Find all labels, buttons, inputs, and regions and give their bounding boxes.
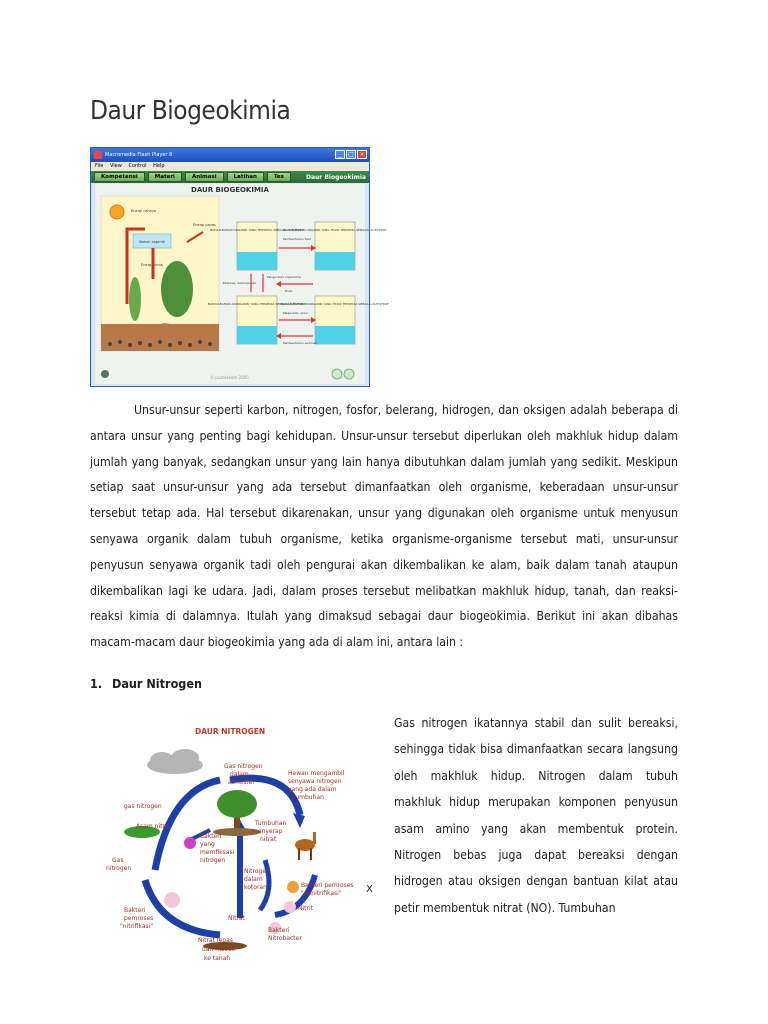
box-organic-unavailable-fill xyxy=(315,252,355,270)
label-kotoran-2: dalam xyxy=(244,876,263,883)
nitrogen-paragraph: Gas nitrogen ikatannya stabil dan sulit bereaksi, sehingga tidak bisa dimanfaatkan secara langsung oleh makhluk hidup. Nitrogen dalam tubuh makhluk hidup merupakan komponen penyusun asam amino yang akan membentuk protein. Nitrogen bebas juga dapat bereaksi dengan hidrogen atau oksigen dengan bantuan kilat atau petir membentuk nitrat (NO). Tumbuhan xyxy=(394,716,678,915)
label-fiksasi-3: memfiksasi xyxy=(200,849,235,856)
window-titlebar xyxy=(91,148,369,162)
label-nitrit: Nitrit xyxy=(298,905,313,912)
sedimen-label: Pembentukan sedimen xyxy=(283,341,318,345)
label-gas2-1: Gas xyxy=(112,857,124,864)
energy-chem-label: Energi kimia xyxy=(141,263,163,267)
bacteria-nitrification-icon xyxy=(164,892,180,908)
label-tumbuhan-2: menyerap xyxy=(252,828,283,835)
label-hewan-1: Hewan mengambil xyxy=(288,770,345,777)
nitrite-icon xyxy=(284,901,296,913)
label-tumbuhan-1: Tumbuhan xyxy=(255,820,287,827)
x-mark: X xyxy=(366,884,373,895)
penguraian-label: Penguraian organisme xyxy=(267,275,301,279)
sun-icon xyxy=(110,205,124,219)
label-nitrat-lepas-2: dan masuk xyxy=(202,946,236,953)
label-gas-atmosfer-1: Gas nitrogen xyxy=(224,763,263,770)
box3-label: BAHAN-BAHAN ANORGANIK YANG TERSEDIA SEBAGAI AUTOTROF xyxy=(208,302,306,306)
label-gas2-2: nitrogen xyxy=(106,865,132,872)
soil-layer xyxy=(101,324,219,351)
energy-heat-label: Energi panas xyxy=(193,223,216,227)
label-nitrifikasi-1: Bakteri xyxy=(124,907,146,914)
tab-kompetensi[interactable]: Kompetensi xyxy=(94,172,145,182)
app-title: Daur Biogeokimia xyxy=(306,173,366,181)
diagram-title: DAUR NITROGEN xyxy=(195,727,266,736)
close-icon[interactable]: × xyxy=(357,150,367,159)
box-inorganic-unavailable-fill xyxy=(315,326,355,344)
label-fiksasi-1: Bakteri xyxy=(200,833,222,840)
biogeochem-diagram xyxy=(95,184,389,384)
label-denitri-1: Bakteri pemroses xyxy=(301,882,354,889)
section-heading xyxy=(90,676,202,691)
back-icon xyxy=(332,369,342,379)
plant-icon xyxy=(129,277,141,321)
label-hewan-3: yang ada dalam xyxy=(288,786,337,793)
label-kotoran-1: Nitrogen xyxy=(244,868,270,875)
flash-nav-bar xyxy=(91,171,369,183)
label-nitrobacter-1: Bakteri xyxy=(268,927,290,934)
flash-app-icon xyxy=(94,151,102,159)
intro-paragraph: Unsur-unsur seperti karbon, nitrogen, fosfor, belerang, hidrogen, dan oksigen adalah beberapa di antara unsur yang penting bagi kehidupan. Unsur-unsur tersebut diperlukan oleh makhluk hidup dalam jumlah yang banyak, sedangkan unsur yang lain hanya dibutuhkan dalam jumlah yang sedikit. Meskipun setiap saat unsur-unsur yang ada tersebut dimanfaatkan oleh organisme, keberadaan unsur-unsur tersebut tetap ada. Hal tersebut dikarenakan, unsur yang digunakan oleh organisme untuk menyusun senyawa organik dalam tubuh organisme, ketika organisme-organisme tersebut mati, unsur-unsur penyusun senyawa organik tadi oleh pengurai akan dikembalikan ke alam, baik dalam tanah ataupun dikembalikan lagi ke udara. Jadi, dalam proses tersebut melibatkan makhluk hidup, tanah, dan reaksi-reaksi kimia di dalamnya. Itulah yang dimaksud sebagai daur biogeokimia. Berikut ini akan dibahas macam-macam daur biogeokimia yang ada di alam ini, antara lain : xyxy=(90,403,678,650)
label-nitrobacter-2: Nitrobacter xyxy=(268,935,302,942)
arrow-head xyxy=(276,281,281,287)
label-hewan-2: senyawa nitrogen xyxy=(288,778,342,785)
tab-latihan[interactable]: Latihan xyxy=(227,172,264,182)
home-icon xyxy=(101,370,109,378)
label-nitrifikasi-3: "nitrifikasi" xyxy=(120,923,154,930)
label-hewan-4: tumbuhan xyxy=(293,794,324,801)
label-fiksasi-4: nitrogen xyxy=(200,857,226,864)
box-organic-available-fill xyxy=(237,252,277,270)
tree-icon xyxy=(217,790,257,818)
label-nitrifikasi-2: pemroses xyxy=(124,915,154,922)
flash-footer: © pustekkom 2005 xyxy=(210,375,249,380)
deer-icon xyxy=(295,832,316,860)
box4-label: BAHAN-BAHAN ANORGANIK YANG TIDAK TERSEDIA SEBAGAI AUTOTROF xyxy=(281,302,389,306)
tab-materi[interactable]: Materi xyxy=(148,172,182,182)
label-gas-atmosfer-3: atmosfer xyxy=(228,779,255,786)
bacteria-fixation-icon xyxy=(184,837,196,849)
label-tumbuhan-3: nitrat xyxy=(260,836,277,843)
label-gas-nitrogen: gas nitrogen xyxy=(124,803,162,810)
section-number: 1. xyxy=(90,676,103,691)
nitrogen-cycle-diagram xyxy=(100,720,390,970)
menu-view[interactable]: View xyxy=(109,163,122,169)
box1-label: BAHAN-BAHAN ORGANIK YANG TERSEDIA SEBAGAI AUTOTROF xyxy=(210,228,304,232)
label-fiksasi-2: yang xyxy=(200,841,215,848)
energy-light-label: Energi cahaya xyxy=(131,209,156,213)
flash-content xyxy=(95,184,389,384)
page-title: Daur Biogeokimia xyxy=(90,96,291,126)
arrow-head xyxy=(293,813,305,828)
label-asam-nitrit: Asam nitrit xyxy=(136,823,169,830)
menu-file[interactable]: File xyxy=(95,163,104,169)
label-nitrat: Nitrat xyxy=(228,915,246,922)
pelapukan-label: Pelapukan, erosi xyxy=(283,311,308,315)
ekskresi-label: Ekskresi, dekomposisi xyxy=(223,281,256,285)
window-title: Macromedia Flash Player 8 xyxy=(105,152,173,158)
erosi-label: Erosi xyxy=(285,289,293,293)
tab-tes[interactable]: Tes xyxy=(267,172,291,182)
organic-label: Bahan organik xyxy=(139,240,165,244)
pembentukan-label: Pembentukan fosil xyxy=(283,237,311,241)
bacteria-denitrification-icon xyxy=(287,881,299,893)
minimize-icon[interactable]: _ xyxy=(335,150,345,159)
menu-help[interactable]: Help xyxy=(153,163,165,169)
cloud-icon xyxy=(147,749,203,774)
menu-bar xyxy=(91,162,369,171)
flash-player-screenshot xyxy=(90,147,389,387)
box2-label: BAHAN-BAHAN ORGANIK YANG TIDAK TERSEDIA SEBAGAI AUTOTROF xyxy=(283,228,387,232)
cycle-arrow xyxy=(145,880,220,935)
next-icon xyxy=(344,369,354,379)
tab-animasi[interactable]: Animasi xyxy=(185,172,224,182)
tree-icon xyxy=(161,261,193,317)
section-title: Daur Nitrogen xyxy=(112,676,202,691)
box-inorganic-available-fill xyxy=(237,326,277,344)
window-controls xyxy=(335,150,367,159)
label-kotoran-3: kotoran xyxy=(244,884,267,891)
maximize-icon[interactable]: □ xyxy=(346,150,356,159)
label-denitri-2: "denitrifikasi" xyxy=(301,890,342,897)
label-nitrat-lepas-3: ke tanah xyxy=(204,955,231,962)
label-nitrat-lepas-1: Nitrat lepas xyxy=(198,937,233,944)
menu-control[interactable]: Control xyxy=(128,163,147,169)
flash-heading: DAUR BIOGEOKIMIA xyxy=(191,186,269,194)
label-gas-atmosfer-2: dalam xyxy=(230,771,249,778)
